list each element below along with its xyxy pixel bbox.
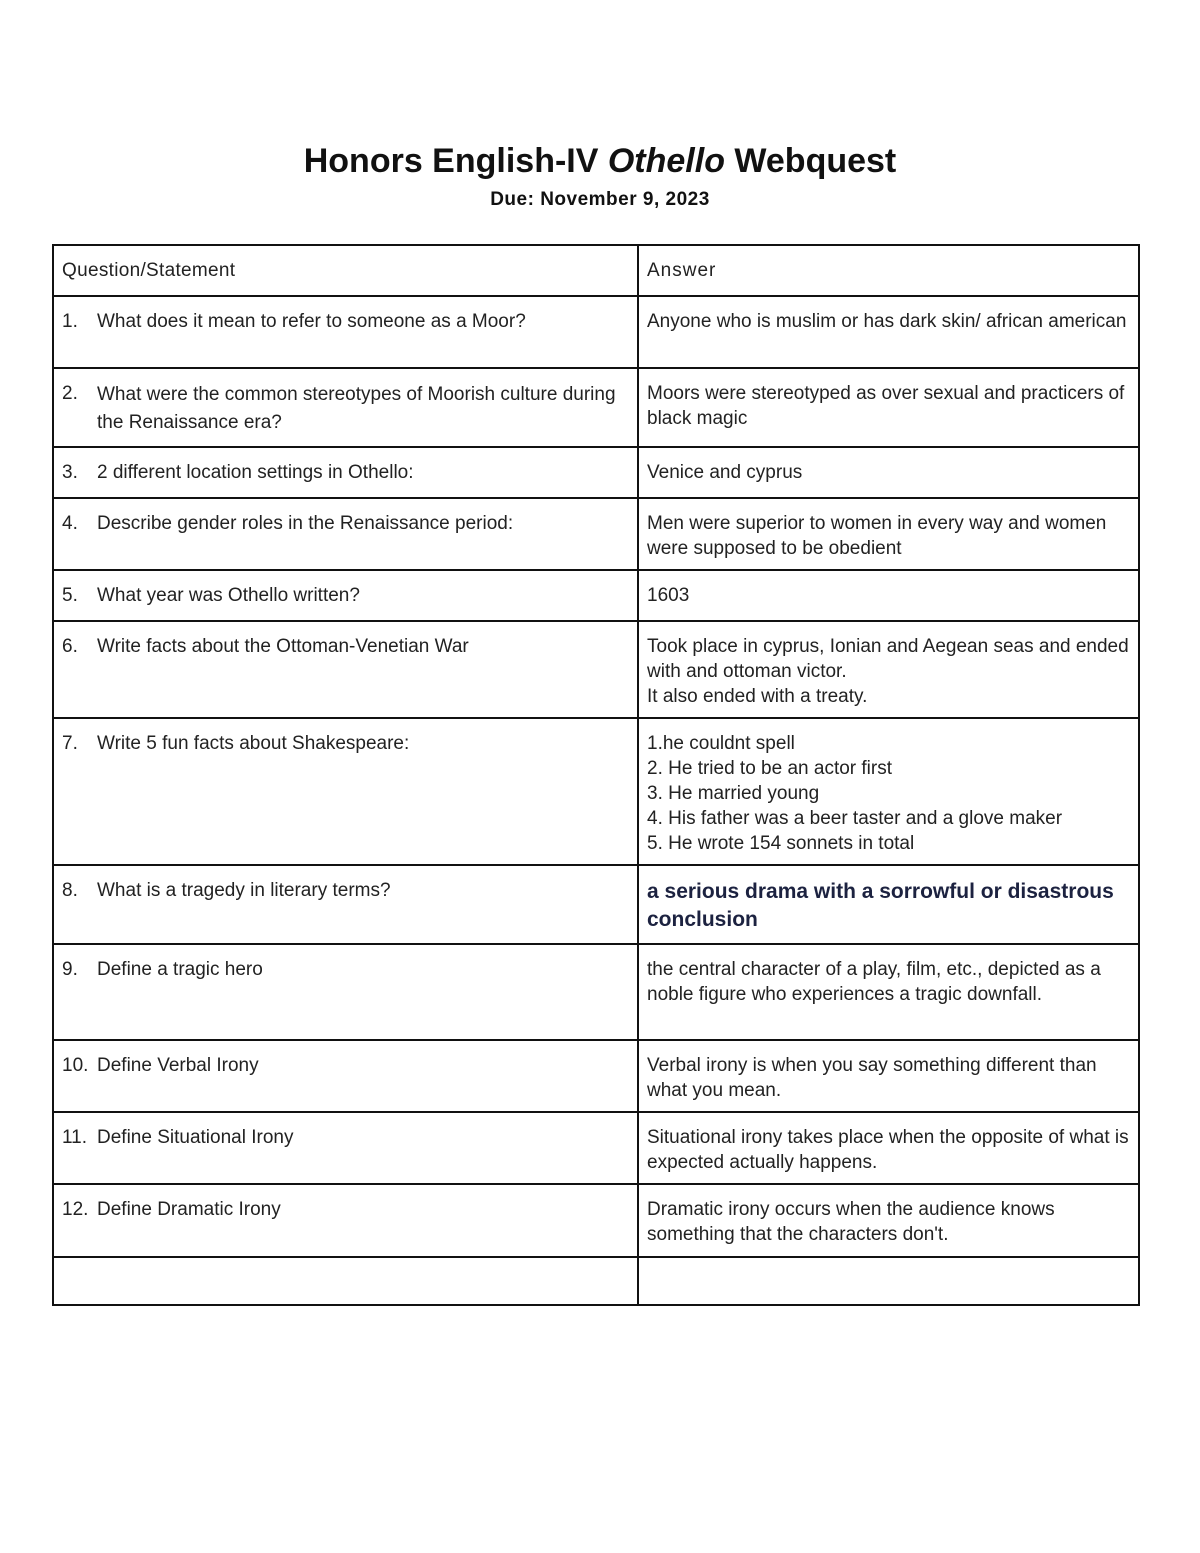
question-text: What does it mean to refer to someone as a Moor? (97, 311, 526, 332)
question-cell (53, 498, 638, 570)
answer-cell (638, 1112, 1139, 1184)
answer-cell (638, 570, 1139, 621)
question-text: Define a tragic hero (97, 959, 263, 980)
question-number: 5. (62, 585, 78, 606)
question-number: 8. (62, 880, 78, 901)
question-cell (53, 1040, 638, 1112)
question-number: 1. (62, 311, 78, 332)
column-header-question: Question/Statement (53, 245, 638, 296)
table-header-row (53, 245, 1139, 296)
question-text: What year was Othello written? (97, 585, 360, 606)
answer-cell (638, 621, 1139, 718)
answer-cell (638, 447, 1139, 498)
question-cell (53, 368, 638, 447)
question-number: 11. (62, 1127, 88, 1148)
table-row (53, 498, 1139, 570)
answer-cell (638, 718, 1139, 865)
question-cell (53, 621, 638, 718)
answer-text: Anyone who is muslim or has dark skin/ african american (647, 311, 1127, 332)
question-text: Describe gender roles in the Renaissance period: (97, 513, 514, 534)
page-title (0, 140, 1200, 182)
question-cell (53, 944, 638, 1040)
answer-text: 1603 (647, 585, 690, 606)
due-date: Due: November 9, 2023 (490, 189, 710, 210)
question-number: 12. (62, 1199, 89, 1220)
table-row (53, 944, 1139, 1040)
webquest-table (52, 244, 1140, 1306)
table-row (53, 1112, 1139, 1184)
question-text: Write 5 fun facts about Shakespeare: (97, 733, 410, 754)
answer-text: 2. He tried to be an actor first (647, 758, 893, 779)
question-cell (53, 447, 638, 498)
answer-text: Venice and cyprus (647, 462, 803, 483)
question-cell (53, 718, 638, 865)
table-row (53, 296, 1139, 368)
title-suffix: Webquest (724, 142, 897, 180)
answer-text: Situational irony takes place when the opposite of what is expected actually happens. (647, 1127, 1129, 1173)
table-row (53, 447, 1139, 498)
table-row (53, 718, 1139, 865)
answer-text: Dramatic irony occurs when the audience knows something that the characters don't. (647, 1199, 1055, 1245)
answer-cell (638, 1040, 1139, 1112)
answer-text: 1.he couldnt spell (647, 733, 795, 754)
answer-text: Moors were stereotyped as over sexual and practicers of black magic (647, 383, 1125, 429)
answer-text: Took place in cyprus, Ionian and Aegean seas and ended with and ottoman victor. (647, 636, 1129, 682)
answer-text: a serious drama with a sorrowful or disastrous conclusion (647, 880, 1114, 931)
empty-answer-cell (638, 1257, 1139, 1305)
question-text: Write facts about the Ottoman-Venetian War (97, 636, 469, 657)
question-cell (53, 865, 638, 944)
question-number: 2. (62, 383, 78, 404)
question-cell (53, 1112, 638, 1184)
question-text: What is a tragedy in literary terms? (97, 880, 391, 901)
table-row (53, 570, 1139, 621)
question-number: 7. (62, 733, 78, 754)
answer-cell (638, 944, 1139, 1040)
table-row (53, 621, 1139, 718)
table-row (53, 1040, 1139, 1112)
question-cell (53, 570, 638, 621)
answer-cell (638, 296, 1139, 368)
question-text: What were the common stereotypes of Moorish culture during the Renaissance era? (97, 384, 616, 433)
table-row (53, 865, 1139, 944)
table-row (53, 368, 1139, 447)
question-number: 9. (62, 959, 78, 980)
answer-text: the central character of a play, film, etc., depicted as a noble figure who experiences a tragic downfall. (647, 959, 1101, 1005)
question-number: 3. (62, 462, 78, 483)
question-text: Define Verbal Irony (97, 1055, 259, 1076)
title-prefix: Honors English-IV (303, 142, 608, 180)
column-header-answer: Answer (638, 245, 1139, 296)
question-text: Define Situational Irony (97, 1127, 294, 1148)
answer-cell (638, 498, 1139, 570)
answer-text: 5. He wrote 154 sonnets in total (647, 833, 915, 854)
question-cell (53, 296, 638, 368)
question-number: 6. (62, 636, 78, 657)
empty-question-cell (53, 1257, 638, 1305)
question-number: 10. (62, 1055, 89, 1076)
answer-text: It also ended with a treaty. (647, 686, 868, 707)
table-row (53, 1184, 1139, 1257)
answer-cell (638, 368, 1139, 447)
question-number: 4. (62, 513, 78, 534)
answer-text: Verbal irony is when you say something different than what you mean. (647, 1055, 1097, 1101)
question-text: Define Dramatic Irony (97, 1199, 281, 1220)
table-row-empty (53, 1257, 1139, 1305)
answer-text: Men were superior to women in every way and women were supposed to be obedient (647, 513, 1107, 559)
answer-text: 4. His father was a beer taster and a glove maker (647, 808, 1063, 829)
answer-text: 3. He married young (647, 783, 820, 804)
question-text: 2 different location settings in Othello: (97, 462, 414, 483)
answer-cell (638, 865, 1139, 944)
question-cell (53, 1184, 638, 1257)
title-italic-work: Othello (607, 142, 725, 180)
answer-cell (638, 1184, 1139, 1257)
